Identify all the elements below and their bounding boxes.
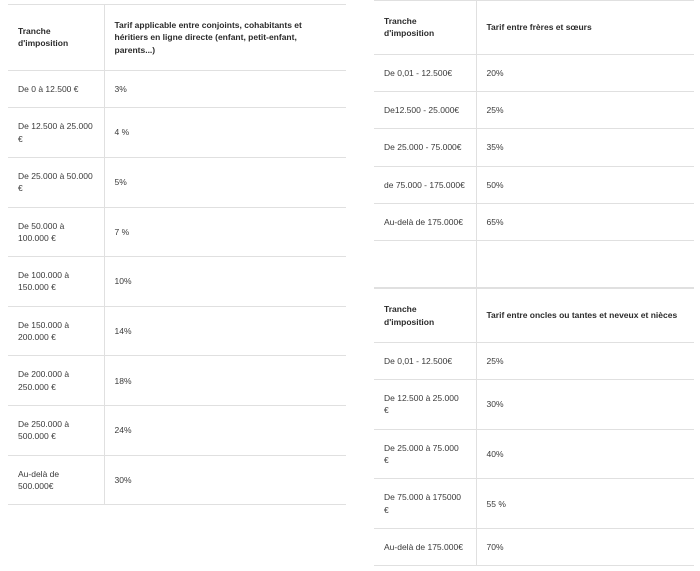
rate-cell: 30%	[104, 455, 346, 505]
rate-cell: 50%	[476, 166, 694, 203]
rate-cell: 5%	[104, 157, 346, 207]
bracket-cell: De 0 à 12.500 €	[8, 70, 104, 107]
rate-cell: 20%	[476, 54, 694, 91]
bracket-cell: De 12.500 à 25.000 €	[8, 108, 104, 158]
table-row	[8, 306, 346, 356]
column-header-bracket: Tranche d'imposition	[374, 1, 476, 55]
rate-cell: 3%	[104, 70, 346, 107]
rate-cell: 25%	[476, 91, 694, 128]
column-header-bracket: Tranche d'imposition	[374, 289, 476, 343]
table-row	[374, 529, 694, 566]
rate-cell: 40%	[476, 429, 694, 479]
bracket-cell: De 50.000 à 100.000 €	[8, 207, 104, 257]
bracket-cell: De12.500 - 25.000€	[374, 91, 476, 128]
rate-cell: 55 %	[476, 479, 694, 529]
table-header-row	[374, 289, 694, 343]
table-row	[8, 108, 346, 158]
table-row	[374, 342, 694, 379]
spacer-cell	[374, 241, 476, 288]
bracket-cell: De 25.000 à 75.000 €	[374, 429, 476, 479]
table-header-row	[8, 5, 346, 71]
table-row	[374, 429, 694, 479]
bracket-cell: De 150.000 à 200.000 €	[8, 306, 104, 356]
bracket-cell: Au-delà de 175.000€	[374, 529, 476, 566]
bracket-cell: Au-delà de 500.000€	[8, 455, 104, 505]
rate-cell: 25%	[476, 342, 694, 379]
column-header-rate: Tarif entre frères et sœurs	[476, 1, 694, 55]
table-row	[8, 157, 346, 207]
bracket-cell: De 75.000 à 175000 €	[374, 479, 476, 529]
siblings-tax-table	[374, 0, 694, 288]
rate-cell: 10%	[104, 257, 346, 307]
bracket-cell: De 0,01 - 12.500€	[374, 54, 476, 91]
rate-cell: 30%	[476, 380, 694, 430]
table-row	[374, 166, 694, 203]
rate-cell: 35%	[476, 129, 694, 166]
rate-cell: 18%	[104, 356, 346, 406]
bracket-cell: De 25.000 à 50.000 €	[8, 157, 104, 207]
bracket-cell: De 12.500 à 25.000 €	[374, 380, 476, 430]
rate-cell: 24%	[104, 406, 346, 456]
bracket-cell: de 75.000 - 175.000€	[374, 166, 476, 203]
bracket-cell: De 0,01 - 12.500€	[374, 342, 476, 379]
table-row	[8, 455, 346, 505]
bracket-cell: De 100.000 à 150.000 €	[8, 257, 104, 307]
column-header-rate: Tarif applicable entre conjoints, cohabitants et héritiers en ligne directe (enfant, petit-enfant, parents...)	[104, 5, 346, 71]
rate-cell: 14%	[104, 306, 346, 356]
bracket-cell: De 25.000 - 75.000€	[374, 129, 476, 166]
bracket-cell: Au-delà de 175.000€	[374, 203, 476, 240]
table-row	[8, 70, 346, 107]
right-column	[374, 0, 694, 566]
table-row	[374, 380, 694, 430]
spacer-cell	[476, 241, 694, 288]
table-row	[374, 54, 694, 91]
table-header-row	[374, 1, 694, 55]
table-row	[8, 406, 346, 456]
bracket-cell: De 200.000 à 250.000 €	[8, 356, 104, 406]
table-row	[374, 203, 694, 240]
table-spacer-row	[374, 241, 694, 288]
rate-cell: 65%	[476, 203, 694, 240]
bracket-cell: De 250.000 à 500.000 €	[8, 406, 104, 456]
rate-cell: 4 %	[104, 108, 346, 158]
table-row	[8, 257, 346, 307]
rate-cell: 70%	[476, 529, 694, 566]
table-row	[374, 129, 694, 166]
table-row	[8, 356, 346, 406]
left-column	[8, 4, 346, 505]
column-header-rate: Tarif entre oncles ou tantes et neveux et nièces	[476, 289, 694, 343]
column-header-bracket: Tranche d'imposition	[8, 5, 104, 71]
direct-line-tax-table	[8, 4, 346, 505]
rate-cell: 7 %	[104, 207, 346, 257]
uncles-aunts-tax-table	[374, 288, 694, 566]
table-row	[8, 207, 346, 257]
table-row	[374, 91, 694, 128]
table-row	[374, 479, 694, 529]
